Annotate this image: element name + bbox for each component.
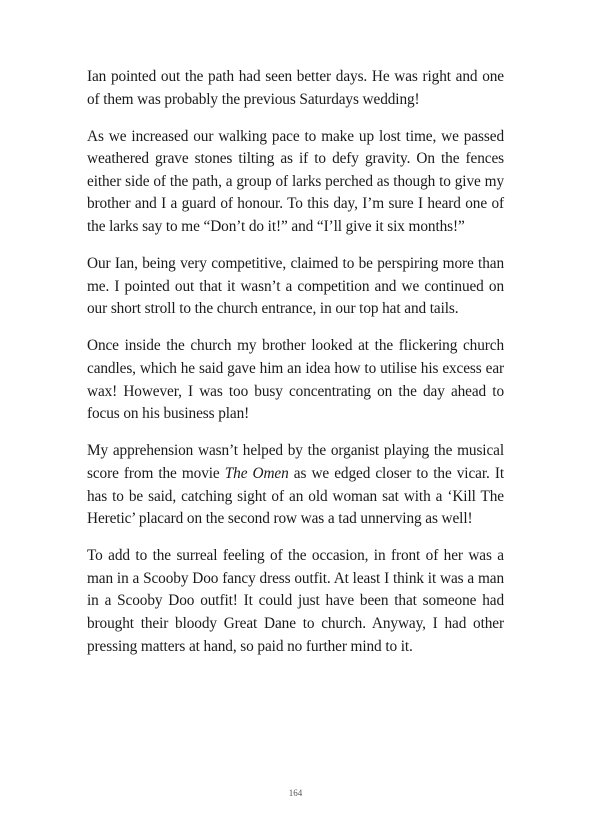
body-text	[87, 66, 504, 673]
paragraph-4: Once inside the church my brother looked at the flickering church candles, which he said gave him an idea how to utilise his excess ear wax! However, I was too busy concentrating on the day ahead to focus on his business plan!	[87, 337, 504, 423]
paragraph-3: Our Ian, being very competitive, claimed to be perspiring more than me. I pointed out that it wasn’t a competition and we continued on our short stroll to the church entrance, in our top hat and tails.	[87, 255, 504, 318]
paragraph-6: To add to the surreal feeling of the occasion, in front of her was a man in a Scooby Doo fancy dress outfit. At least I think it was a man in a Scooby Doo outfit! It could just have been that someone had brought their bloody Great Dane to church. Anyway, I had other pressing matters at hand, so paid no further mind to it.	[87, 547, 504, 655]
paragraph-5-text-after: as we edged closer to the vicar. It has to be said, catching sight of an old woman sat with a ‘Kill The Heretic’ placard on the second row was a tad unnerving as well!	[87, 464, 504, 528]
page-number: 164	[288, 788, 303, 798]
paragraph-5	[87, 440, 504, 530]
paragraph-5-text-before: My apprehension wasn’t helped by the organist playing the musical score from the movie	[87, 442, 504, 482]
paragraph-1: Ian pointed out the path had seen better days. He was right and one of them was probably the previous Saturdays wedding!	[87, 68, 504, 108]
movie-title: The Omen	[224, 464, 289, 482]
paragraph-2: As we increased our walking pace to make up lost time, we passed weathered grave stones tilting as if to defy gravity. On the fences either side of the path, a group of larks perched as though to give my brother and I a guard of honour. To this day, I’m sure I heard one of the larks say to me “Don’t do it!” and “I’ll give it six months!”	[87, 127, 504, 236]
